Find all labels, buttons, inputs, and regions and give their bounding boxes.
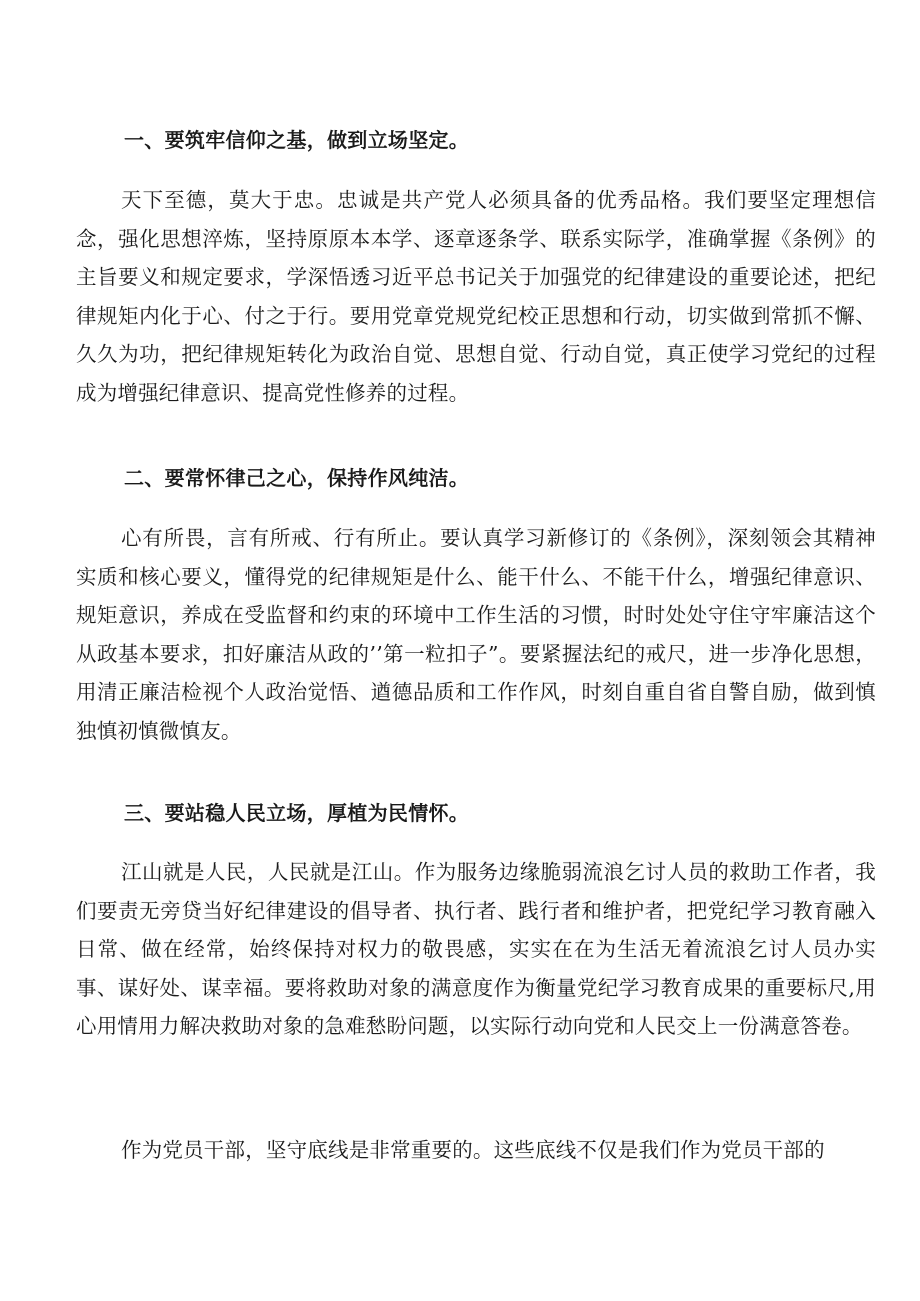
section-paragraph-2: 心有所畏，言有所戒、行有所止。要认真学习新修订的《条例》，深刻领会其精神实质和核心要义，懂得党的纪律规矩是什么、能干什么、不能干什么，增强纪律意识、规矩意识，养成在受监督和约束的环境中工作生活的习惯，时时处处守住守牢廉洁这个从政基本要求，扣好廉洁从政的’’第一粒扣子”。要紧握法纪的戒尺，进一步净化思想，用清正廉洁检视个人政治觉悟、遒德品质和工作作风，时刻自重自省自警自励，做到慎独慎初慎微慎友。 xyxy=(76,526,876,743)
section-paragraph-1: 天下至德，莫大于忠。忠诚是共产党人必须具备的优秀品格。我们要坚定理想信念，强化思想淬炼，坚持原原本本学、逐章逐条学、联系实际学，准确掌握《条例》的主旨要义和规定要求，学深悟透习近平总书记关于加强党的纪律建设的重要论述，把纪律规矩内化于心、付之于行。要用党章党规党纪校正思想和行动，切实做到常抓不懈、久久为功，把纪律规矩转化为政治自觉、思想自觉、行动自觉，真正使学习党纪的过程成为增强纪律意识、提高党性修养的过程。 xyxy=(76,188,876,405)
section-heading-3: 三、要站稳人民立场，厚植为民情怀。 xyxy=(124,801,470,825)
section-paragraph-3: 江山就是人民，人民就是江山。作为服务边缘脆弱流浪乞讨人员的救助工作者，我们要责无旁贷当好纪律建设的倡导者、执行者、践行者和维护者，把党纪学习教育融入日常、做在经常，始终保持对权力的敬畏感，实实在在为生活无着流浪乞讨人员办实事、谋好处、谋幸福。要将救助对象的满意度作为衡量党纪学习教育成果的重要标尺,用心用情用力解决救助对象的急难愁盼问题，以实际行动向党和人民交上一份满意答卷。 xyxy=(76,860,876,1039)
section-heading-1: 一、要筑牢信仰之基，做到立场坚定。 xyxy=(124,128,470,152)
closing-paragraph: 作为党员干部，坚守底线是非常重要的。这些底线不仅是我们作为党员干部的 xyxy=(121,1138,825,1162)
section-heading-2: 二、要常怀律己之心，保持作风纯洁。 xyxy=(124,466,470,490)
